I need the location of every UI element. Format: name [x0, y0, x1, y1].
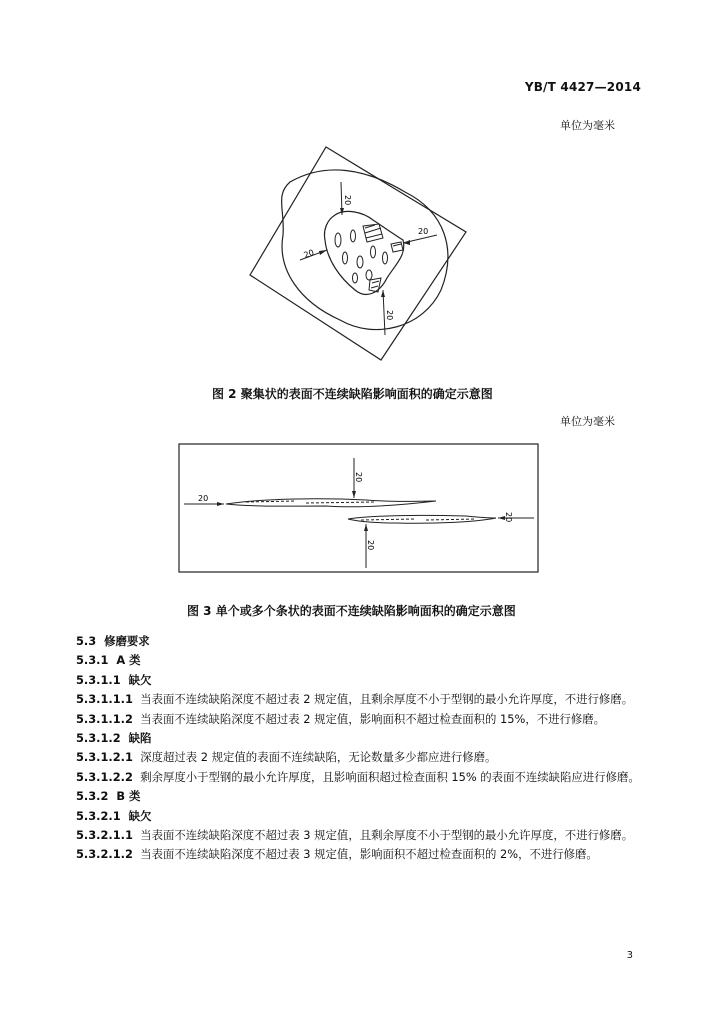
clause-number: 5.3.1.2.2 — [76, 769, 133, 784]
fig2-dim-bottom: 20 — [385, 310, 394, 321]
section-number: 5.3.2 — [76, 789, 109, 804]
clause-text: 当表面不连续缺陷深度不超过表 3 规定值，影响面积不超过检查面积的 2%，不进行修磨。 — [140, 847, 598, 862]
section-title: 缺陷 — [128, 731, 152, 746]
clause-text: 深度超过表 2 规定值的表面不连续缺陷，无论数量多少都应进行修磨。 — [140, 750, 497, 765]
clause-5-3-2-1-1 — [76, 826, 644, 845]
clause-5-3-1-2-2 — [76, 768, 644, 787]
section-number: 5.3.2.1 — [76, 808, 121, 823]
section-title: A 类 — [116, 653, 141, 668]
clause-5-3-1-1-2 — [76, 710, 644, 729]
figure2-diagram — [245, 140, 470, 365]
section-5-3-1-2 — [76, 729, 644, 748]
section-title: 缺欠 — [128, 672, 152, 687]
fig3-dim-top: 20 — [354, 472, 363, 483]
clause-5-3-1-2-1 — [76, 748, 644, 767]
fig2-dim-top: 20 — [343, 195, 352, 206]
clause-text: 当表面不连续缺陷深度不超过表 2 规定值，影响面积不超过检查面积的 15%，不进行修磨。 — [140, 711, 606, 726]
figure2-caption: 图 2 聚集状的表面不连续缺陷影响面积的确定示意图 — [212, 387, 493, 401]
section-number: 5.3.1 — [76, 653, 109, 668]
fig3-dim-left: 20 — [198, 494, 209, 503]
section-title: 修磨要求 — [104, 634, 150, 648]
fig2-dim-left: 20 — [302, 247, 316, 260]
clause-number: 5.3.1.1.2 — [76, 711, 133, 726]
clause-number: 5.3.1.2.1 — [76, 750, 133, 765]
figure3-caption: 图 3 单个或多个条状的表面不连续缺陷影响面积的确定示意图 — [187, 604, 516, 618]
section-title: B 类 — [116, 789, 141, 804]
clause-5-3-1-1-1 — [76, 690, 644, 709]
figure3-diagram — [176, 440, 542, 576]
figure2-unit-note: 单位为毫米 — [560, 119, 615, 132]
section-number: 5.3 — [76, 634, 97, 648]
section-title: 缺欠 — [128, 808, 152, 823]
section-5-3-2 — [76, 787, 644, 806]
fig2-dim-right: 20 — [418, 227, 429, 236]
section-5-3-1 — [76, 651, 644, 670]
section-5-3-1-1 — [76, 671, 644, 690]
clause-text: 当表面不连续缺陷深度不超过表 3 规定值，且剩余厚度不小于型钢的最小允许厚度，不进行修磨。 — [140, 828, 634, 843]
figure3-unit-note: 单位为毫米 — [560, 415, 615, 428]
section-number: 5.3.1.1 — [76, 672, 121, 687]
clause-text: 当表面不连续缺陷深度不超过表 2 规定值，且剩余厚度不小于型钢的最小允许厚度，不进行修磨。 — [140, 692, 634, 707]
clause-number: 5.3.1.1.1 — [76, 692, 133, 707]
clause-number: 5.3.2.1.2 — [76, 847, 133, 862]
section-number: 5.3.1.2 — [76, 731, 121, 746]
clause-text: 剩余厚度小于型钢的最小允许厚度，且影响面积超过检查面积 15% 的表面不连续缺陷应进行修磨。 — [140, 769, 640, 784]
section-5-3 — [76, 632, 644, 651]
page-number: 3 — [626, 950, 633, 961]
clause-number: 5.3.2.1.1 — [76, 828, 133, 843]
body-text — [76, 632, 644, 865]
fig3-dim-right: 20 — [504, 512, 513, 523]
clause-5-3-2-1-2 — [76, 845, 644, 864]
document-code: YB/T 4427—2014 — [524, 80, 641, 94]
fig3-dim-bottom: 20 — [366, 540, 375, 551]
section-5-3-2-1 — [76, 807, 644, 826]
